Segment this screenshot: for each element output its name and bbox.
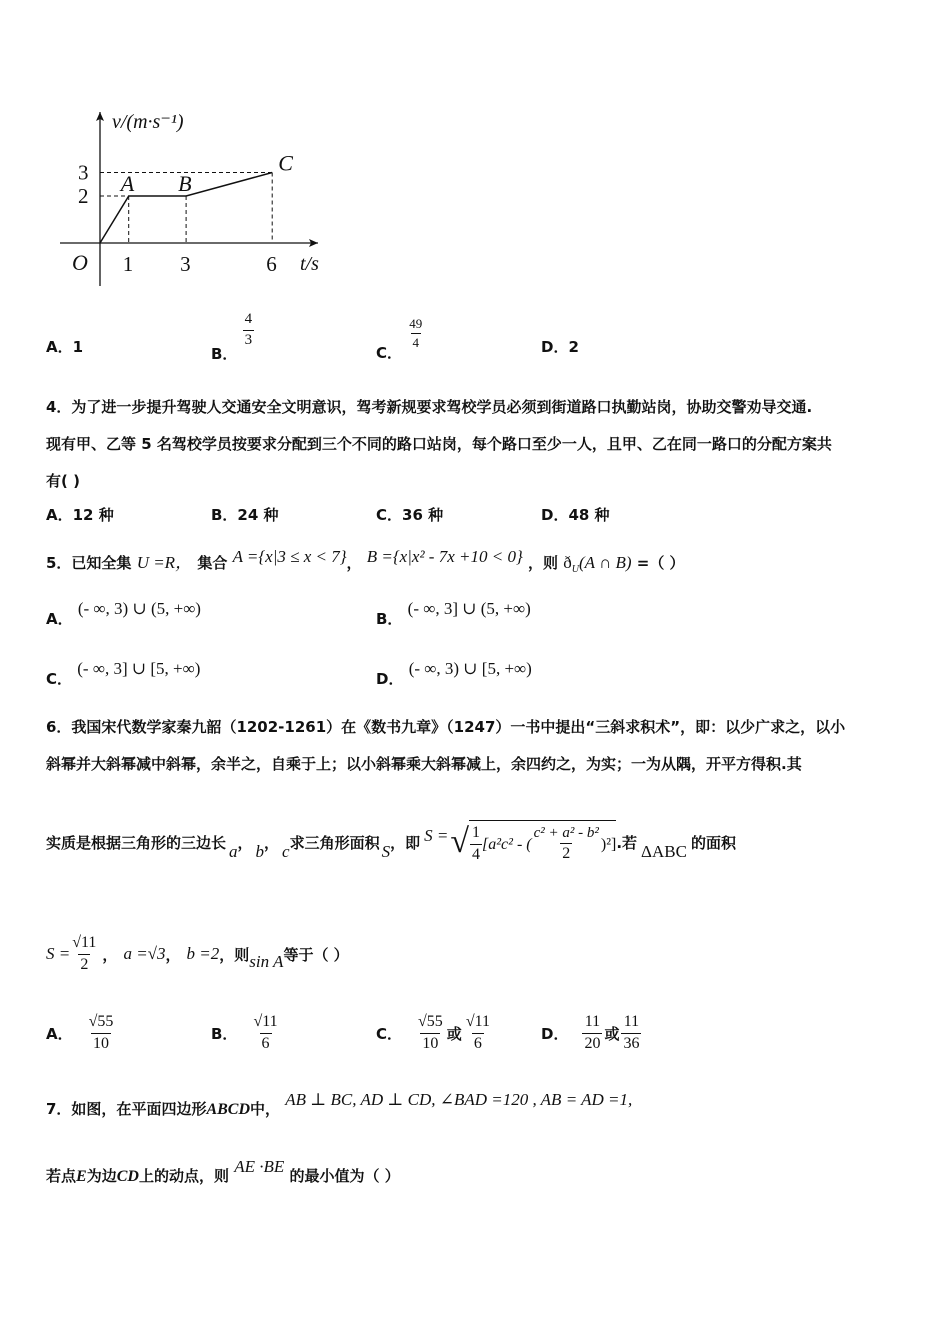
q6-line3-a: 实质是根据三角形的三边长 [46,833,227,852]
q3-option-b-fraction [243,312,255,349]
q6-option-b-letter: B． [211,1024,238,1043]
q6-formula-radical: √ [450,823,470,860]
q6-var-a: a [229,842,238,861]
q6-formula-radicand [469,820,616,864]
q6-option-c-or: 或 [446,1024,462,1043]
q6-option-c-fraction-1 [416,1014,445,1053]
q3-option-b-den: 3 [244,331,253,348]
q3-option-c-num: 49 [409,316,423,331]
q7-point: E [76,1168,87,1185]
q7-edge: CD [116,1168,139,1185]
q5-option-b[interactable] [376,598,531,628]
q6-triangle: ΔABC [641,842,687,861]
q5-prefix: 5．已知全集 [46,554,132,572]
q3-option-c[interactable] [376,316,424,362]
q5-option-b-expr: (- ∞, 3] ∪ (5, +∞) [407,599,531,618]
q6-given-sep2: ， [165,945,181,964]
origin-label: O [72,250,88,275]
q6-given-s-fraction [70,935,98,974]
q3-option-c-fraction [407,317,424,349]
q4-option-b[interactable]: B．24 种 [211,506,279,524]
q6-line3-c: ，即 [390,833,421,852]
q6-given-s: S = [46,944,71,963]
velocity-time-chart [50,100,350,300]
q6-formula-end: )²] [600,835,617,853]
q5-complement-arg: (A ∩ B) [578,553,632,572]
q6-option-d-or: 或 [604,1024,620,1043]
q7-line2-c: 上的动点，则 [138,1167,229,1185]
q6-option-a[interactable] [46,1014,115,1053]
q6-option-a-den: 10 [93,1034,109,1052]
q6-formula-quarter [470,825,482,864]
q6-option-c-num-2: √11 [465,1013,490,1030]
q6-formula-inner-num: c² + a² - b² [533,824,599,841]
q7-line1-a: 7．如图，在平面四边形 [46,1100,207,1118]
q6-text-line2: 斜幂并大斜幂减中斜幂，余半之，自乘于上；以小斜幂乘大斜幂减上，余四约之，为实；一为从隅，开平方得积.其 [46,755,802,773]
q6-option-d-num-2: 11 [623,1013,640,1030]
q7-conditions: AB ⊥ BC, AD ⊥ CD, ∠BAD =120 , AB = AD =1, [285,1090,633,1109]
q4-option-a[interactable]: A．12 种 [46,506,114,524]
q3-option-b-num: 4 [244,311,253,327]
q6-option-d-letter: D． [541,1024,569,1043]
y-axis-label: v/(m·s⁻¹) [112,111,184,133]
q5-complement-sub: U [571,564,579,575]
q6-option-d[interactable] [541,1014,641,1053]
q6-formula-inner [532,826,601,864]
q3-option-d-value: 2 [568,338,579,356]
q5-set-b: B ={x|x² - 7x +10 < 0} [366,547,523,566]
point-label: A [120,171,135,196]
q5-option-c[interactable] [46,658,201,688]
q5-option-d-expr: (- ∞, 3) ∪ [5, +∞) [408,659,532,678]
point-label: B [178,171,192,196]
q6-option-d-fraction-1 [582,1014,602,1053]
q6-option-b-num: √11 [253,1013,278,1030]
q6-option-c-den-1: 10 [422,1034,439,1052]
q7-line2-a: 若点 [46,1167,77,1185]
q3-option-a-letter: A． [46,338,73,356]
q6-formula-mid: [a²c² - ( [482,835,532,853]
q5-option-c-letter: C． [46,670,73,688]
q7-line1 [46,1090,633,1119]
x-tick-label: 1 [122,252,134,276]
q5-option-a-letter: A． [46,610,73,628]
x-axis-label: t/s [300,253,319,275]
q4-text-line2: 现有甲、乙等 5 名驾校学员按要求分配到三个不同的路口站岗，每个路口至少一人，且甲、乙在同一路口的分配方案共 [46,435,832,453]
q6-given-s-den: 2 [80,955,89,973]
q5-option-d-letter: D． [376,670,404,688]
q6-var-s: S [381,842,391,861]
q6-formula-inner-den: 2 [562,845,571,863]
q3-option-d[interactable] [541,336,579,357]
q6-option-b[interactable] [211,1014,280,1053]
q5-comma: ， [346,554,362,572]
q6-formula-quarter-den: 4 [472,846,481,863]
q4-option-d[interactable]: D．48 种 [541,506,610,524]
q3-option-d-letter: D． [541,338,569,356]
q5-option-d[interactable] [376,658,532,688]
q5-option-a-expr: (- ∞, 3) ∪ (5, +∞) [77,599,201,618]
q6-line3-d: .若 [616,833,638,852]
q3-option-c-den: 4 [412,334,419,350]
q3-option-a[interactable] [46,336,83,357]
q6-var-b: b [255,842,265,861]
q7-line2 [46,1157,400,1186]
q6-option-a-letter: A． [46,1024,73,1043]
q5-set-a: A ={x|3 ≤ x < 7} [232,547,347,566]
q5-option-a[interactable] [46,598,201,628]
q6-option-d-fraction-2 [621,1014,641,1053]
q6-formula-quarter-num: 1 [472,824,481,842]
q6-given-sin: sin A [249,952,284,971]
q6-option-b-fraction [251,1014,279,1053]
q6-line3-b: 求三角形面积 [289,833,380,852]
q3-option-a-value: 1 [72,338,84,356]
q7-line2-d: 的最小值为（ ） [289,1167,400,1185]
q6-option-c[interactable] [376,1014,492,1053]
q5-option-b-letter: B． [376,610,403,628]
q6-option-c-den-2: 6 [473,1034,482,1052]
q7-dot-product: AE ·BE [234,1157,285,1176]
point-label: C [278,150,293,176]
q5-complement-symbol: ð [563,553,572,572]
q6-given-a: a =√3 [123,944,166,963]
q3-option-b-letter: B． [211,344,238,363]
q7-line2-b: 为边 [86,1167,117,1185]
q4-option-c[interactable]: C．36 种 [376,506,444,524]
x-tick-label: 6 [266,252,277,276]
q6-sep1: ， [237,833,253,852]
q6-given-tail: 等于（ ） [283,945,349,964]
q6-var-c: c [282,842,290,861]
q6-given-then: ，则 [219,945,250,964]
q6-option-a-fraction [87,1014,116,1053]
q6-option-d-den-2: 36 [623,1034,640,1052]
q6-given-s-num: √11 [72,933,97,951]
q6-line3-e: 的面积 [690,833,736,852]
q6-option-c-fraction-2 [464,1014,492,1053]
x-tick-label: 3 [180,252,191,276]
q6-text-line3 [46,812,736,872]
q6-formula-s: S = [424,826,449,845]
q4-text-line3: 有( ) [46,472,80,490]
q3-option-c-letter: C． [376,343,403,362]
q7-line1-b: 中， [250,1100,281,1118]
q5-tail: =（ ） [636,554,685,572]
q6-option-d-num-1: 11 [584,1013,601,1030]
y-tick-label: 2 [78,184,89,208]
q5-then: ，则 [527,554,558,572]
velocity-time-svg [50,100,350,300]
q5-set-word: 集合 [197,554,228,572]
q7-quad: ABCD [206,1101,251,1118]
q3-option-b[interactable] [211,311,254,363]
q6-given [46,928,349,980]
q5-option-c-expr: (- ∞, 3] ∪ [5, +∞) [77,659,201,678]
q6-option-d-den-1: 20 [584,1034,601,1052]
q5-universe: U =R， [136,553,193,572]
y-tick-label: 3 [78,160,89,185]
q6-option-c-num-1: √55 [418,1013,443,1030]
q6-option-b-den: 6 [261,1034,270,1052]
q6-sep2: ， [264,833,280,852]
q6-text-line1: 6．我国宋代数学家秦九韶（1202-1261）在《数书九章》（1247）一书中提出“三斜求积术”，即：以少广求之，以小 [46,718,846,736]
q6-option-a-num: √55 [88,1013,114,1030]
q5-stem [46,548,685,575]
q6-given-b: b =2 [186,944,220,963]
q6-option-c-letter: C． [376,1024,403,1043]
q6-given-sep: ， [102,945,118,964]
q4-text-line1: 4．为了进一步提升驾驶人交通安全文明意识，驾考新规要求驾校学员必须到街道路口执勤站岗，协助交警劝导交通. [46,398,813,416]
